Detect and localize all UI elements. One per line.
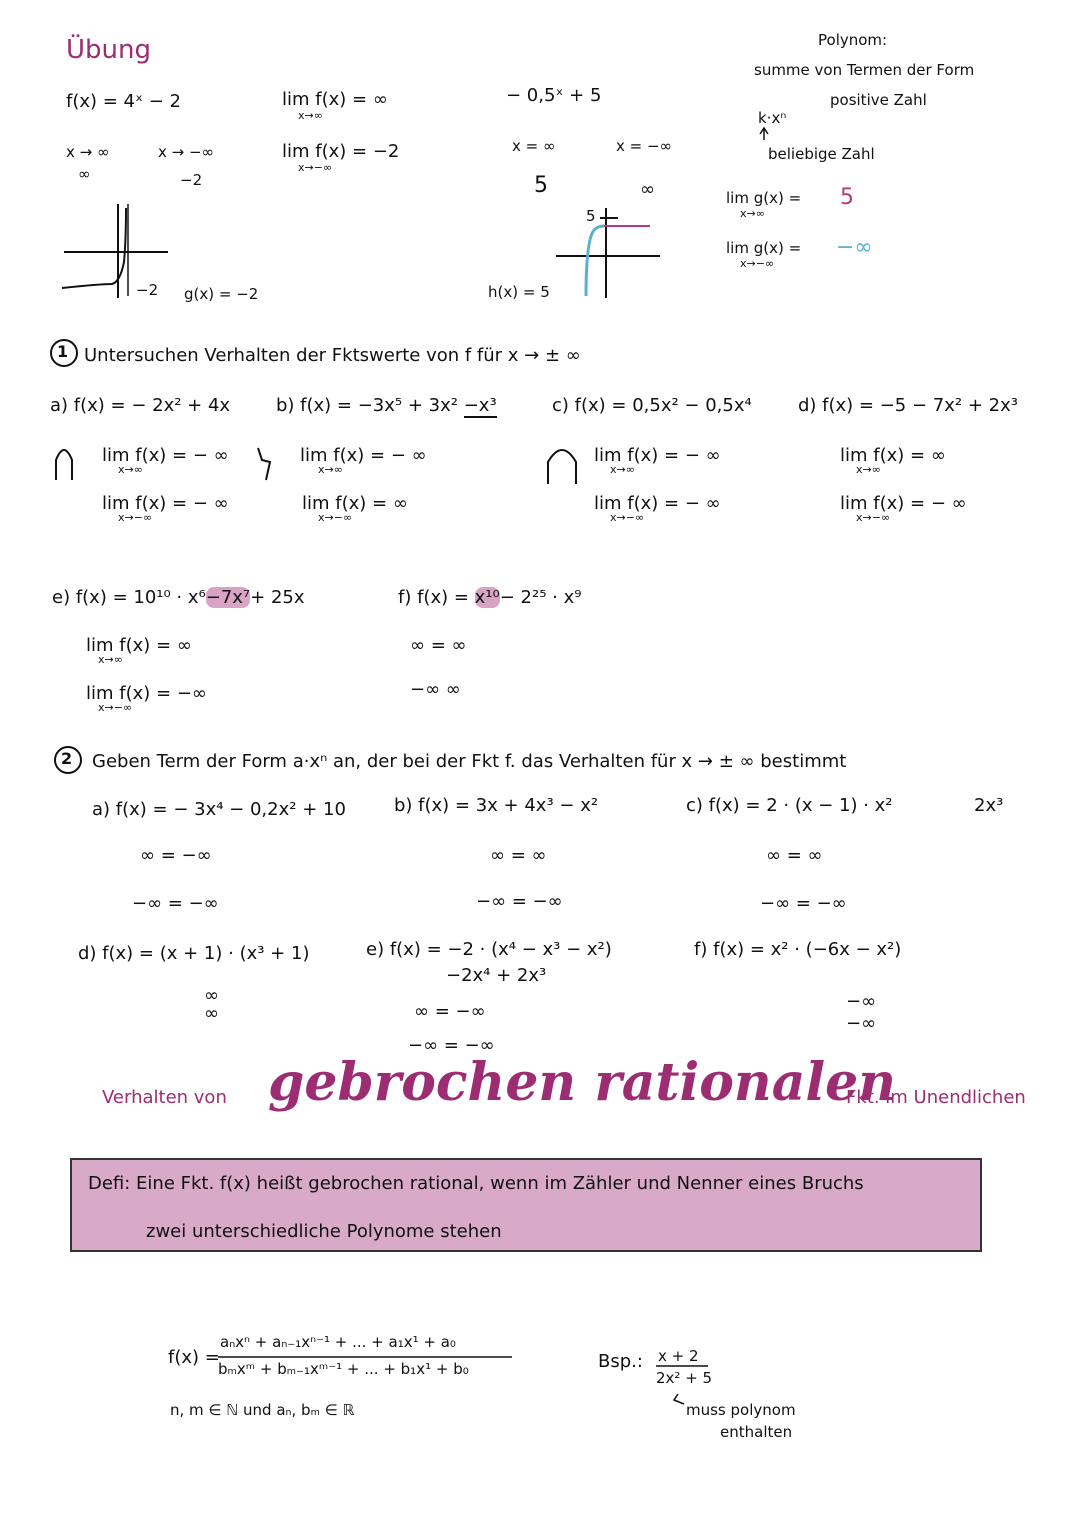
t1b-function-mark: −x³ [463, 395, 497, 416]
task1-number: 1 [57, 342, 69, 361]
ex2-result-5: 5 [534, 173, 548, 198]
t1c-lim-neg-inf: lim f(x) = − ∞ [594, 493, 721, 514]
example-label: Bsp.: [598, 1351, 643, 1372]
t1a-lim-neg-inf: lim f(x) = − ∞ [102, 493, 229, 514]
graph1-sketch [62, 204, 168, 298]
task2-heading: Geben Term der Form a·xⁿ an, der bei der Fkt f. das Verhalten für x → ± ∞ bestimmt [92, 751, 847, 772]
graph2-sketch [556, 208, 660, 298]
t2c-note: 2x³ [974, 795, 1004, 816]
polynom-any-note: beliebige Zahl [768, 145, 875, 163]
t2e-simplified: −2x⁴ + 2x³ [446, 965, 547, 986]
t2b-function: b) f(x) = 3x + 4x³ − x² [394, 795, 599, 816]
t1b-lim-neg-inf: lim f(x) = ∞ [302, 493, 408, 514]
t1a-lim-inf-sub: x→∞ [118, 463, 143, 476]
t1c-lim-neg-inf-sub: x→−∞ [610, 511, 645, 524]
ex2-graph-5: 5 [586, 207, 596, 225]
t2c-result-inf: ∞ = ∞ [766, 845, 823, 866]
t1b-lim-neg-inf-sub: x→−∞ [318, 511, 353, 524]
t2f-result-1: −∞ [846, 991, 877, 1012]
ex2-h-label: h(x) = 5 [488, 283, 550, 301]
t2d-result-1: ∞ [204, 985, 219, 1006]
lim-g-neg-inf-sub: x→−∞ [740, 257, 775, 270]
rational-fx: f(x) = [168, 1347, 220, 1368]
task2-number: 2 [61, 749, 73, 768]
ex1-lim-neg-inf-sub: x→−∞ [298, 161, 333, 174]
rational-numerator: aₙxⁿ + aₙ₋₁xⁿ⁻¹ + ... + a₁x¹ + a₀ [220, 1333, 456, 1351]
ex1-x-to-inf: x → ∞ [66, 143, 110, 161]
definition-line-1: Defi: Eine Fkt. f(x) heißt gebrochen rational, wenn im Zähler und Nenner eines Bruchs [88, 1173, 864, 1194]
t1e-highlight: −7x⁷ [205, 587, 251, 608]
task1-heading: Untersuchen Verhalten der Fktswerte von f für x → ± ∞ [84, 345, 581, 366]
rational-denominator: bₘxᵐ + bₘ₋₁xᵐ⁻¹ + ... + b₁x¹ + b₀ [218, 1360, 469, 1378]
rational-title: gebrochen rationalen [268, 1052, 897, 1113]
t1b-lim-inf: lim f(x) = − ∞ [300, 445, 427, 466]
ex1-lim-neg-inf: lim f(x) = −2 [282, 141, 400, 162]
t1b-function [276, 396, 497, 416]
t2f-function: f) f(x) = x² · (−6x − x²) [694, 939, 902, 960]
ex1-result-inf: ∞ [78, 165, 91, 183]
t2a-result-inf: ∞ = −∞ [140, 845, 212, 866]
lim-g-inf: lim g(x) = [726, 189, 802, 207]
t1d-function: d) f(x) = −5 − 7x² + 2x³ [798, 395, 1018, 416]
lim-g-neg-inf-value: −∞ [836, 235, 873, 260]
t2a-function: a) f(x) = − 3x⁴ − 0,2x² + 10 [92, 799, 346, 820]
definition-box [70, 1158, 982, 1252]
lim-g-inf-sub: x→∞ [740, 207, 765, 220]
ex2-function: − 0,5ˣ + 5 [506, 85, 602, 106]
t1f-result-inf: ∞ = ∞ [410, 635, 467, 656]
t1a-function: a) f(x) = − 2x² + 4x [50, 395, 231, 416]
ex2-result-inf: ∞ [640, 179, 655, 200]
t1f-result-neg-inf: −∞ ∞ [410, 679, 461, 700]
example-denominator: 2x² + 5 [656, 1369, 713, 1387]
t2c-result-neg-inf: −∞ = −∞ [760, 893, 847, 914]
ex1-lim-inf-sub: x→∞ [298, 109, 323, 122]
ex1-function: f(x) = 4ˣ − 2 [66, 91, 181, 112]
rational-condition: n, m ∈ ℕ und aₙ, bₘ ∈ ℝ [170, 1401, 355, 1419]
t1a-lim-neg-inf-sub: x→−∞ [118, 511, 153, 524]
ex2-x-neg-inf: x = −∞ [616, 137, 673, 155]
page-title: Übung [66, 35, 151, 65]
t1e-function [52, 588, 305, 608]
t2e-result-inf: ∞ = −∞ [414, 1001, 486, 1022]
polynom-description: summe von Termen der Form [754, 61, 975, 79]
example-numerator: x + 2 [658, 1347, 699, 1365]
polynom-positive-note: positive Zahl [830, 91, 927, 109]
t1e-lim-neg-inf-sub: x→−∞ [98, 701, 133, 714]
rational-pre: Verhalten von [102, 1087, 227, 1108]
t1d-lim-neg-inf: lim f(x) = − ∞ [840, 493, 967, 514]
t1c-lim-inf-sub: x→∞ [610, 463, 635, 476]
example-note-1: muss polynom [686, 1401, 796, 1419]
t1b-lim-inf-sub: x→∞ [318, 463, 343, 476]
t2e-function: e) f(x) = −2 · (x⁴ − x³ − x²) [366, 939, 612, 960]
example-note-2: enthalten [720, 1423, 793, 1441]
t1d-lim-neg-inf-sub: x→−∞ [856, 511, 891, 524]
ex1-lim-inf: lim f(x) = ∞ [282, 89, 388, 110]
t2d-function: d) f(x) = (x + 1) · (x³ + 1) [78, 943, 310, 964]
ex1-graph-minus2: −2 [136, 281, 159, 299]
lim-g-inf-value: 5 [840, 185, 854, 210]
t1d-lim-inf-sub: x→∞ [856, 463, 881, 476]
t2e-result-neg-inf: −∞ = −∞ [408, 1035, 495, 1056]
t2f-result-2: −∞ [846, 1013, 877, 1034]
t2b-result-inf: ∞ = ∞ [490, 845, 547, 866]
ex1-x-to-neg-inf: x → −∞ [158, 143, 215, 161]
t1e-lim-neg-inf: lim f(x) = −∞ [86, 683, 207, 704]
ex2-x-inf: x = ∞ [512, 137, 556, 155]
definition-line-2: zwei unterschiedliche Polynome stehen [146, 1221, 502, 1242]
t1a-lim-inf: lim f(x) = − ∞ [102, 445, 229, 466]
t1f-function-main: f) f(x) = [398, 587, 475, 608]
t2c-function: c) f(x) = 2 · (x − 1) · x² [686, 795, 893, 816]
t1e-function-tail: + 25x [250, 587, 305, 608]
t2a-result-neg-inf: −∞ = −∞ [132, 893, 219, 914]
t1d-lim-inf: lim f(x) = ∞ [840, 445, 946, 466]
t2b-result-neg-inf: −∞ = −∞ [476, 891, 563, 912]
t1f-function [398, 588, 581, 608]
t1e-lim-inf: lim f(x) = ∞ [86, 635, 192, 656]
t1f-function-tail: − 2²⁵ · x⁹ [499, 587, 582, 608]
t1b-function-main: b) f(x) = −3x⁵ + 3x² [276, 395, 464, 416]
t1e-lim-inf-sub: x→∞ [98, 653, 123, 666]
polynom-title: Polynom: [818, 31, 888, 49]
t2d-result-2: ∞ [204, 1003, 219, 1024]
rational-post: Fkt. im Unendlichen [846, 1087, 1026, 1108]
ex1-result-minus2: −2 [180, 171, 203, 189]
t1e-function-main: e) f(x) = 10¹⁰ · x⁶ [52, 587, 206, 608]
t1c-lim-inf: lim f(x) = − ∞ [594, 445, 721, 466]
t1c-function: c) f(x) = 0,5x² − 0,5x⁴ [552, 395, 752, 416]
lim-g-neg-inf: lim g(x) = [726, 239, 802, 257]
ex1-g-label: g(x) = −2 [184, 285, 259, 303]
t1f-highlight: x¹⁰ [474, 587, 500, 608]
polynom-term: k·xⁿ [758, 109, 787, 127]
